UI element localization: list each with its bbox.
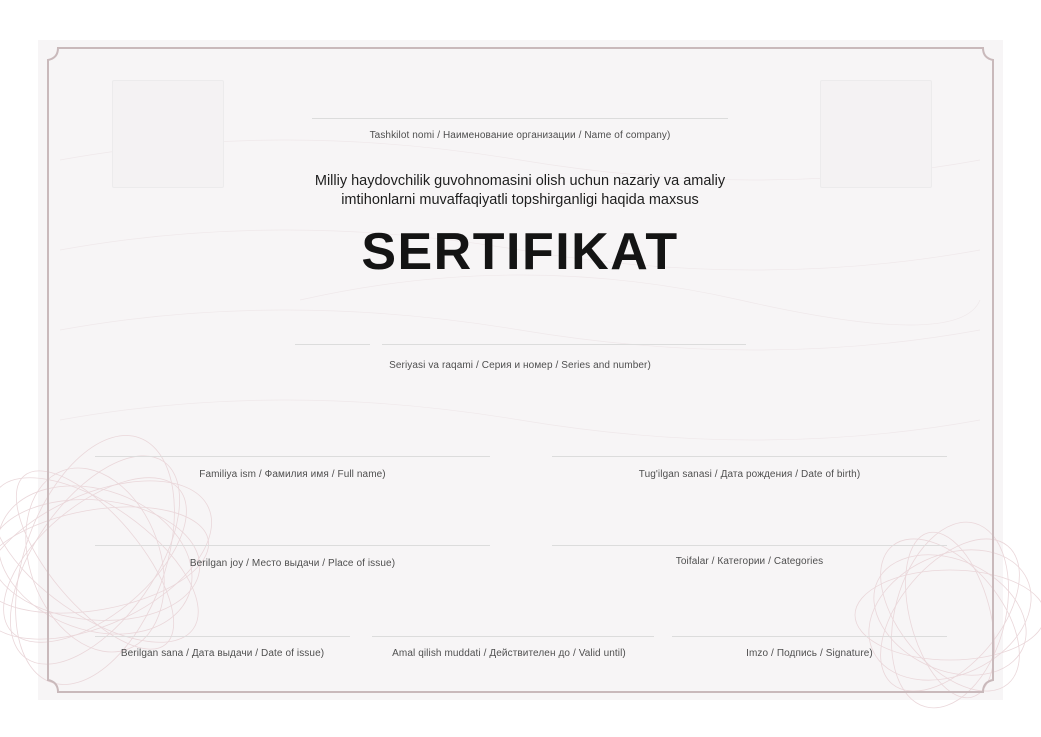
- organization-line: [312, 118, 728, 119]
- place-of-issue-line: [95, 545, 490, 546]
- intro-line-2: imtihonlarni muvaffaqiyatli topshirganligi haqida maxsus: [341, 192, 699, 208]
- left-photo-placeholder: [112, 80, 224, 188]
- certificate-intro: [220, 172, 820, 210]
- series-line-long: [382, 344, 746, 345]
- categories-caption: Toifalar / Категории / Categories: [675, 556, 824, 567]
- date-of-birth-caption: Tug'ilgan sanasi / Дата рождения / Date of birth): [638, 469, 861, 480]
- guilloche-right-pattern: [848, 509, 1041, 721]
- certificate-title: SERTIFIKAT: [361, 223, 679, 281]
- right-photo-placeholder: [820, 80, 932, 188]
- full-name-caption: Familiya ism / Фамилия имя / Full name): [199, 469, 386, 480]
- series-caption: Seriyasi va raqami / Серия и номер / Series and number): [389, 360, 651, 371]
- valid-until-caption: Amal qilish muddati / Действителен до / Valid until): [392, 648, 626, 659]
- intro-line-1: Milliy haydovchilik guvohnomasini olish uchun nazariy va amaliy: [314, 173, 726, 189]
- full-name-line: [95, 456, 490, 457]
- organization-caption: Tashkilot nomi / Наименование организации / Name of company): [369, 130, 671, 141]
- date-of-issue-caption: Berilgan sana / Дата выдачи / Date of issue): [120, 648, 325, 659]
- date-of-issue-line: [95, 636, 350, 637]
- categories-line: [552, 545, 947, 546]
- date-of-birth-line: [552, 456, 947, 457]
- valid-until-line: [372, 636, 654, 637]
- signature-line: [672, 636, 947, 637]
- series-line-short: [295, 344, 370, 345]
- place-of-issue-caption: Berilgan joy / Место выдачи / Place of issue): [189, 558, 396, 569]
- signature-caption: Imzo / Подпись / Signature): [746, 648, 873, 659]
